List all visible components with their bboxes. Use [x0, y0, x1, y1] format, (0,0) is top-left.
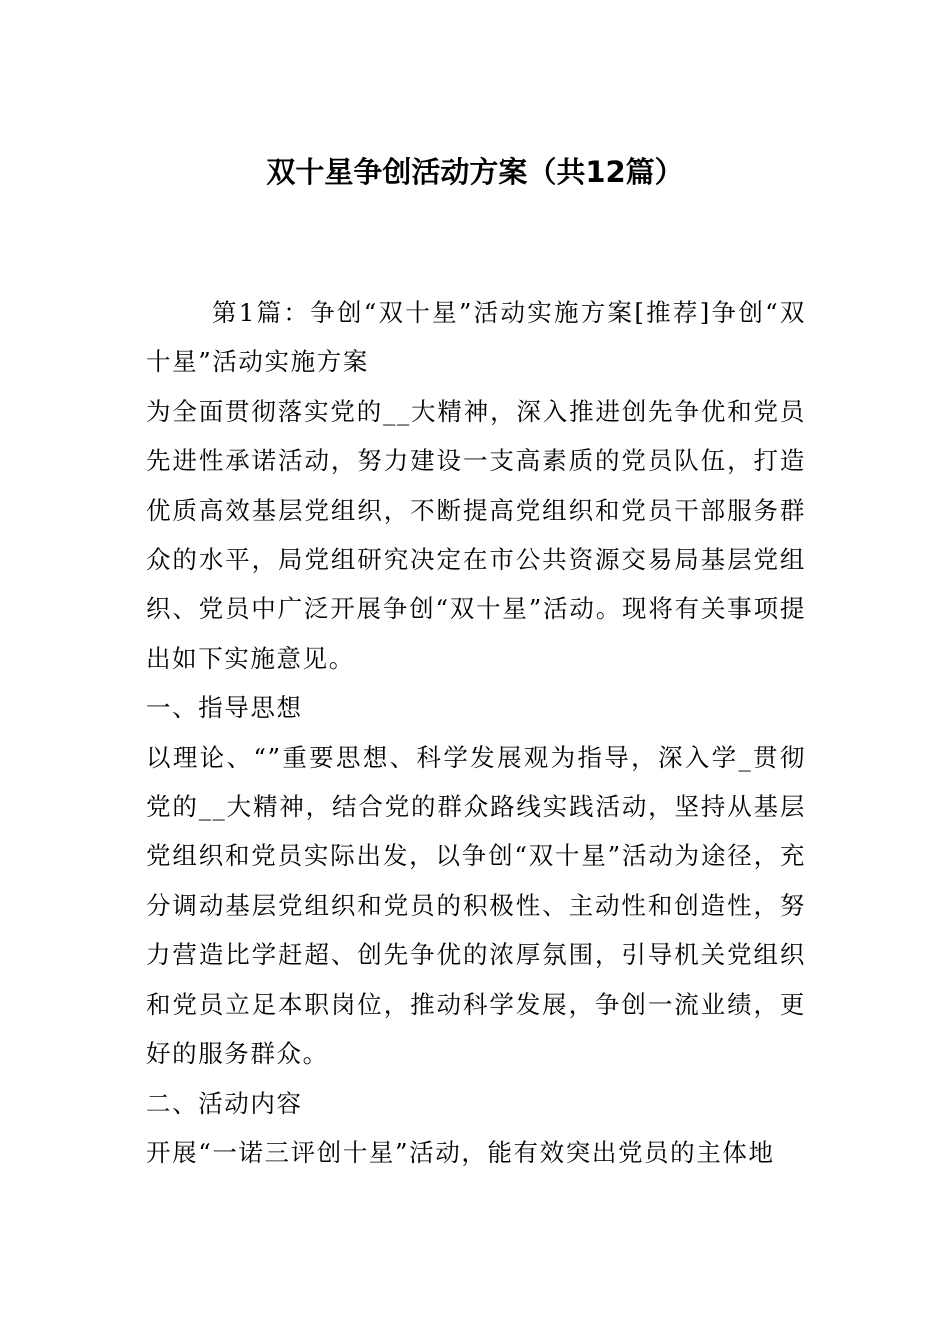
- paragraph-guiding-ideology: 以理论、“”重要思想、科学发展观为指导，深入学_贯彻党的__大精神，结合党的群众路线实践活动，坚持从基层党组织和党员实际出发，以争创“双十星”活动为途径，充分调动基层党组织和党员的积极性、主动性和创造性，努力营造比学赶超、创先争优的浓厚氛围，引导机关党组织和党员立足本职岗位，推动科学发展，争创一流业绩，更好的服务群众。: [146, 742, 806, 1069]
- paragraph-heading-chapter-1: 第1篇：争创“双十星”活动实施方案[推荐]争创“双十星”活动实施方案: [146, 298, 806, 377]
- paragraph-intro: 为全面贯彻落实党的__大精神，深入推进创先争优和党员先进性承诺活动，努力建设一支高素质的党员队伍，打造优质高效基层党组织，不断提高党组织和党员干部服务群众的水平，局党组研究决定在市公共资源交易局基层党组织、党员中广泛开展争创“双十星”活动。现将有关事项提出如下实施意见。: [146, 396, 806, 673]
- section-heading-guiding-ideology: 一、指导思想: [146, 693, 303, 723]
- document-body: [146, 288, 806, 1177]
- section-heading-activity-content: 二、活动内容: [146, 1088, 303, 1118]
- document-title: 双十星争创活动方案（共12篇）: [266, 155, 684, 189]
- paragraph-activity-content: 开展“一诺三评创十星”活动，能有效突出党员的主体地: [146, 1137, 775, 1167]
